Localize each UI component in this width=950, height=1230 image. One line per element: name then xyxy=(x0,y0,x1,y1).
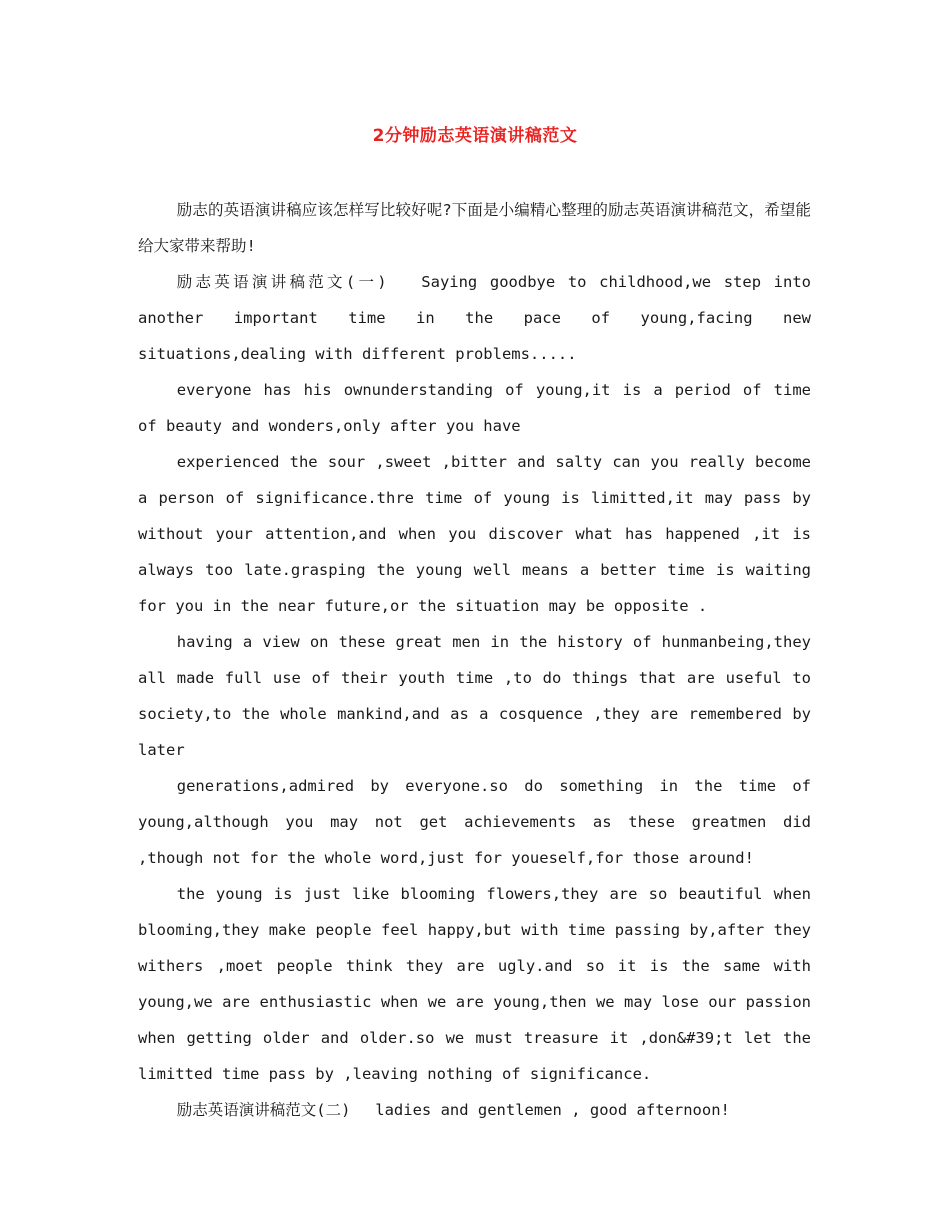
paragraph-speech-two-opening: 励志英语演讲稿范文(二) ladies and gentlemen , good afternoon! xyxy=(176,1101,730,1119)
document-body xyxy=(138,192,811,1128)
paragraph-speech-one-opening: 励志英语演讲稿范文(一) Saying goodbye to childhood,we step into another important time in the pace of young,facing new situations,dealing with different problems..... xyxy=(138,273,811,363)
document-title: 2分钟励志英语演讲稿范文 xyxy=(372,126,578,146)
paragraph-experienced: experienced the sour ,sweet ,bitter and salty can you really become a person of significance.thre time of young is limitted,it may pass by without your attention,and when you discover what has happened ,it is always too late.grasping the young well means a better time is waiting for you in the near future,or the situation may be opposite . xyxy=(138,453,811,615)
paragraph-great-men: having a view on these great men in the history of hunmanbeing,they all made full use of their youth time ,to do things that are useful to society,to the whole mankind,and as a cosquence ,they are remembered by later xyxy=(138,633,811,759)
paragraph-blooming-flowers: the young is just like blooming flowers,they are so beautiful when blooming,they make people feel happy,but with time passing by,after they withers ,moet people think they are ugly.and so it is the same with young,we are enthusiastic when we are young,then we may lose our passion when getting older and older.so we must treasure it ,don&#39;t let the limitted time pass by ,leaving nothing of significance. xyxy=(138,885,811,1083)
paragraph-intro: 励志的英语演讲稿应该怎样写比较好呢?下面是小编精心整理的励志英语演讲稿范文，希望能给大家带来帮助! xyxy=(138,201,811,255)
paragraph-generations: generations,admired by everyone.so do something in the time of young,although you may not get achievements as these greatmen did ,though not for the whole word,just for youeself,for those around! xyxy=(138,777,811,867)
paragraph-everyone-has: everyone has his ownunderstanding of young,it is a period of time of beauty and wonders,only after you have xyxy=(138,381,811,435)
